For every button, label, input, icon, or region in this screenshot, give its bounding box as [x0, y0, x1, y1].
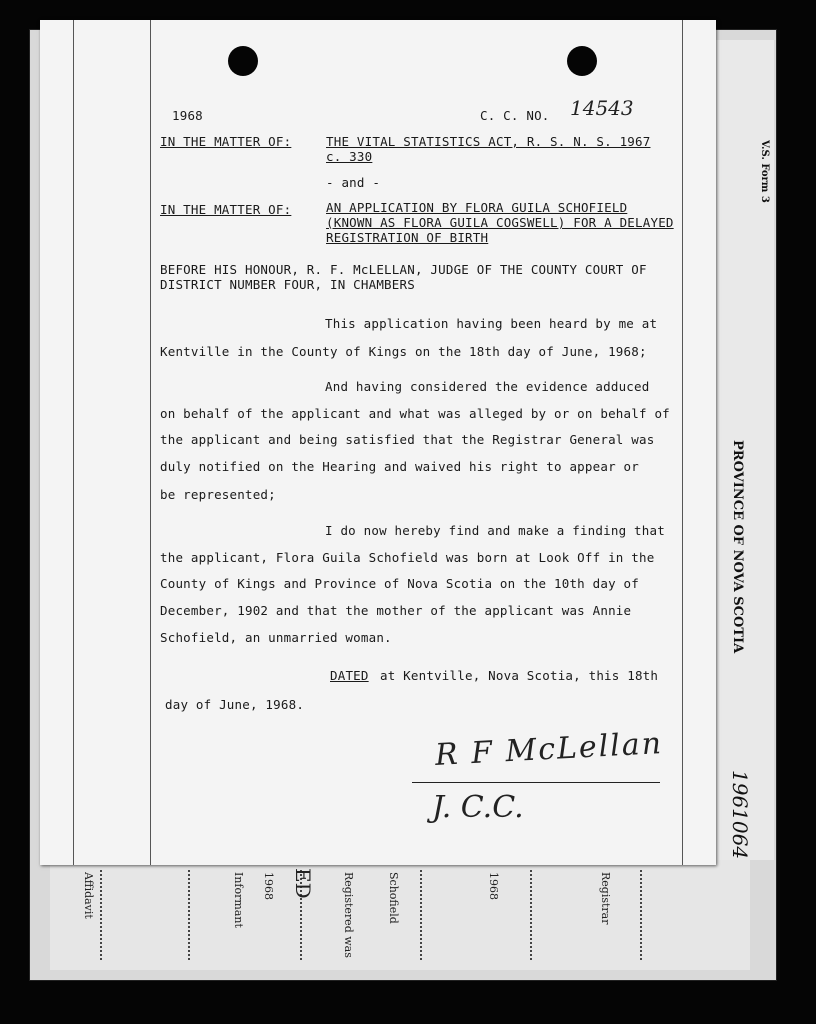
margin-rule	[73, 20, 74, 865]
punch-hole	[567, 46, 597, 76]
province-label: PROVINCE OF NOVA SCOTIA	[730, 440, 745, 654]
back-strip-label: ED	[291, 868, 315, 899]
court-order-page	[40, 20, 716, 865]
paragraph-line: County of Kings and Province of Nova Scotia on the 10th day of	[160, 576, 639, 591]
dotted-line	[420, 870, 424, 960]
back-form-strip	[50, 860, 750, 970]
judge-signature: R F McLellan	[434, 726, 664, 773]
paragraph-line: Schofield, an unmarried woman.	[160, 630, 392, 645]
paragraph-line: be represented;	[160, 487, 276, 502]
cc-label: C. C. NO.	[480, 108, 550, 123]
paragraph-line: And having considered the evidence adduced	[325, 379, 650, 394]
matter2-label: IN THE MATTER OF:	[160, 202, 292, 217]
dotted-line	[640, 870, 644, 960]
back-strip-label: Registrar	[599, 872, 612, 925]
handwritten-number: 1961064	[728, 770, 752, 860]
before-line: DISTRICT NUMBER FOUR, IN CHAMBERS	[160, 277, 415, 292]
matter2-line: REGISTRATION OF BIRTH	[326, 230, 489, 245]
signature-line	[412, 782, 660, 783]
dotted-line	[530, 870, 534, 960]
matter2-line: (KNOWN AS FLORA GUILA COGSWELL) FOR A DELAYED	[326, 215, 674, 230]
back-strip-label: Schofield	[387, 872, 400, 924]
paragraph-line: duly notified on the Hearing and waived his right to appear or	[160, 459, 639, 474]
paragraph-line: Kentville in the County of Kings on the 18th day of June, 1968;	[160, 344, 647, 359]
back-strip-label: 1968	[487, 872, 500, 900]
dated-line: at Kentville, Nova Scotia, this 18th	[380, 668, 659, 683]
before-line: BEFORE HIS HONOUR, R. F. McLELLAN, JUDGE OF THE COUNTY COURT OF	[160, 262, 647, 277]
paragraph-line: This application having been heard by me at	[325, 316, 658, 331]
and-separator: - and -	[326, 175, 381, 190]
back-strip-label: Affidavit	[82, 872, 95, 919]
signature-title: J. C.C.	[432, 790, 524, 825]
year: 1968	[172, 108, 203, 123]
paragraph-line: I do now hereby find and make a finding that	[325, 523, 665, 538]
paragraph-line: the applicant and being satisfied that the Registrar General was	[160, 432, 655, 447]
cc-number: 14543	[570, 96, 634, 120]
paragraph-line: December, 1902 and that the mother of the applicant was Annie	[160, 603, 632, 618]
dotted-line	[188, 870, 192, 960]
matter1-line: c. 330	[326, 149, 373, 164]
back-strip-label: Registered was	[342, 872, 355, 958]
back-strip-label: Informant	[232, 872, 245, 928]
matter1-line: THE VITAL STATISTICS ACT, R. S. N. S. 1967	[326, 134, 651, 149]
margin-rule	[682, 20, 683, 865]
margin-rule	[150, 20, 151, 865]
punch-hole	[228, 46, 258, 76]
dotted-line	[100, 870, 104, 960]
matter1-label: IN THE MATTER OF:	[160, 134, 292, 149]
form-label: V.S. Form 3	[759, 140, 770, 203]
paragraph-line: the applicant, Flora Guila Schofield was born at Look Off in the	[160, 550, 655, 565]
dated-label: DATED	[330, 668, 369, 683]
paragraph-line: on behalf of the applicant and what was alleged by or on behalf of	[160, 406, 670, 421]
matter2-line: AN APPLICATION BY FLORA GUILA SCHOFIELD	[326, 200, 628, 215]
dated-line: day of June, 1968.	[165, 697, 305, 712]
back-strip-label: 1968	[262, 872, 275, 900]
